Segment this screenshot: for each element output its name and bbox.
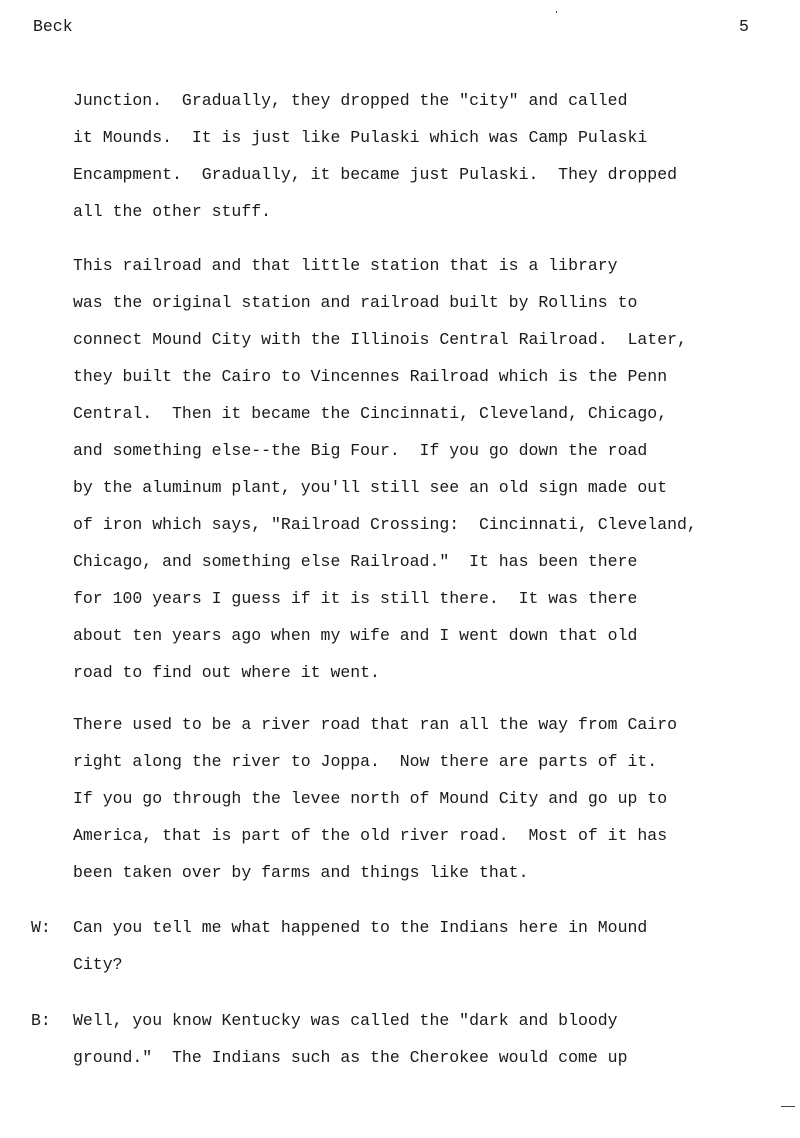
text-line: road to find out where it went. — [73, 663, 380, 682]
text-line: they built the Cairo to Vincennes Railroad which is the Penn — [73, 367, 668, 386]
scan-speck — [556, 11, 557, 13]
text-line: Junction. Gradually, they dropped the "city" and called — [73, 91, 628, 110]
text-line: City? — [73, 955, 123, 974]
text-line: Well, you know Kentucky was called the "dark and bloody — [73, 1011, 618, 1030]
text-line: Can you tell me what happened to the Indians here in Mound — [73, 918, 648, 937]
paragraph-2 — [73, 256, 697, 700]
text-line: connect Mound City with the Illinois Central Railroad. Later, — [73, 330, 687, 349]
page-number: 5 — [739, 17, 749, 36]
text-line: for 100 years I guess if it is still there. It was there — [73, 589, 638, 608]
exchange-text — [73, 918, 647, 992]
text-line: ground." The Indians such as the Cherokee would come up — [73, 1048, 628, 1067]
speaker-label: W: — [31, 918, 51, 937]
text-line: right along the river to Joppa. Now there are parts of it. — [73, 752, 658, 771]
text-line: it Mounds. It is just like Pulaski which was Camp Pulaski — [73, 128, 648, 147]
text-line: been taken over by farms and things like that. — [73, 863, 529, 882]
text-line: of iron which says, "Railroad Crossing: Cincinnati, Cleveland, — [73, 515, 697, 534]
text-line: about ten years ago when my wife and I went down that old — [73, 626, 638, 645]
text-line: This railroad and that little station that is a library — [73, 256, 618, 275]
text-line: America, that is part of the old river road. Most of it has — [73, 826, 668, 845]
text-line: There used to be a river road that ran all the way from Cairo — [73, 715, 677, 734]
exchange-text — [73, 1011, 628, 1085]
text-line: If you go through the levee north of Mound City and go up to — [73, 789, 668, 808]
speaker-label: B: — [31, 1011, 51, 1030]
text-line: by the aluminum plant, you'll still see an old sign made out — [73, 478, 668, 497]
text-line: Chicago, and something else Railroad." It has been there — [73, 552, 638, 571]
text-line: was the original station and railroad built by Rollins to — [73, 293, 638, 312]
paragraph-1 — [73, 91, 677, 239]
text-line: all the other stuff. — [73, 202, 272, 221]
text-line: Central. Then it became the Cincinnati, Cleveland, Chicago, — [73, 404, 668, 423]
paragraph-3 — [73, 715, 677, 900]
text-line: and something else--the Big Four. If you go down the road — [73, 441, 648, 460]
text-line: Encampment. Gradually, it became just Pulaski. They dropped — [73, 165, 677, 184]
page-header-name: Beck — [33, 17, 73, 36]
scan-mark — [781, 1106, 795, 1107]
